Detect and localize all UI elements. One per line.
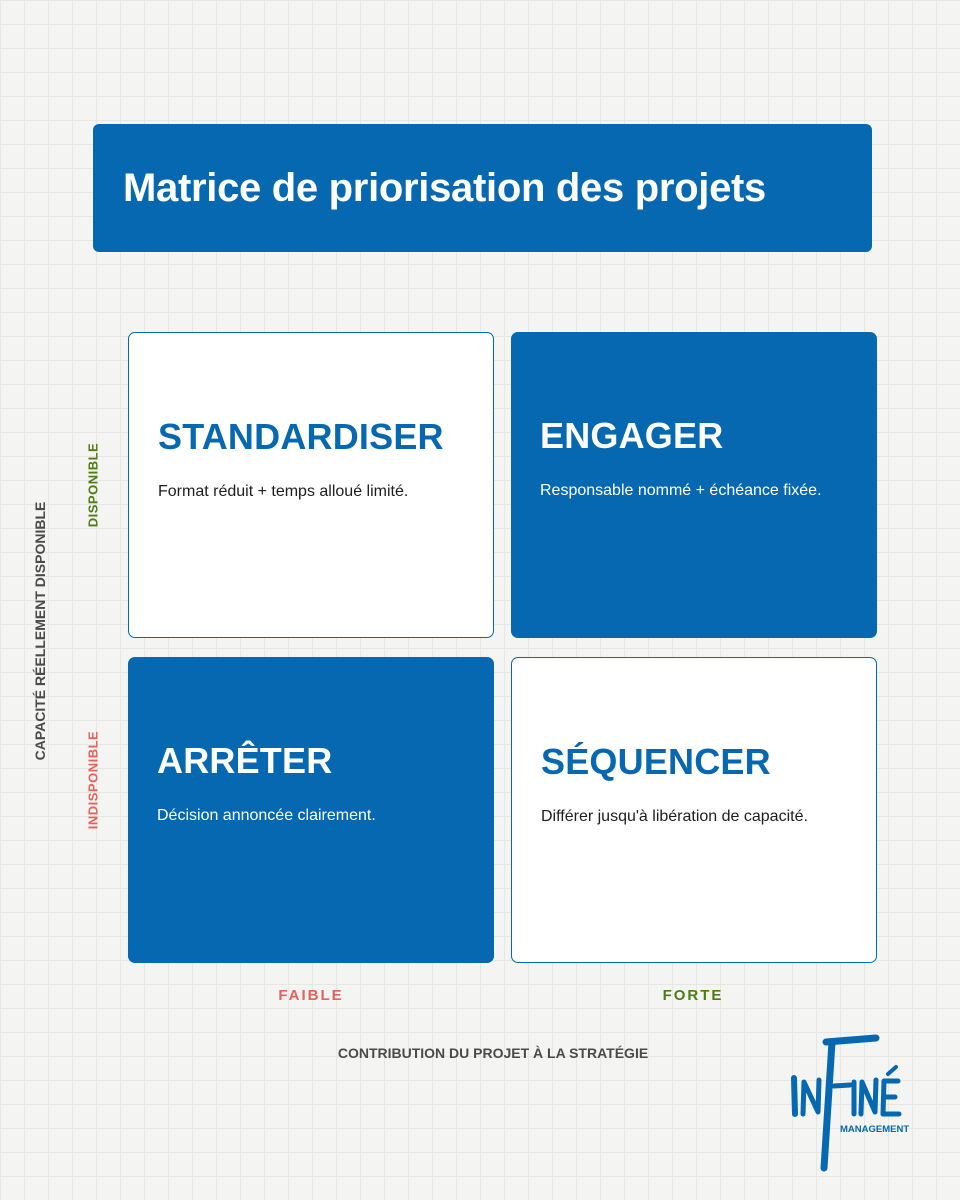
y-axis-title: CAPACITÉ RÉELLEMENT DISPONIBLE <box>32 501 48 761</box>
x-axis-low-label: FAIBLE <box>278 987 344 1004</box>
quadrant-heading: SÉQUENCER <box>541 741 771 782</box>
quadrant-sequencer <box>511 657 877 963</box>
quadrant-description: Responsable nommé + échéance fixée. <box>540 482 822 499</box>
y-axis-low-label: INDISPONIBLE <box>85 730 101 830</box>
quadrant-heading: STANDARDISER <box>158 416 444 457</box>
quadrant-standardiser <box>128 332 494 638</box>
quadrant-description: Décision annoncée clairement. <box>157 807 376 824</box>
quadrant-description: Format réduit + temps alloué limité. <box>158 483 409 500</box>
x-axis-high-label: FORTE <box>662 987 724 1004</box>
title-banner <box>93 124 872 252</box>
quadrant-heading: ARRÊTER <box>157 740 333 781</box>
svg-text:MANAGEMENT: MANAGEMENT <box>840 1124 910 1135</box>
x-axis-title: CONTRIBUTION DU PROJET À LA STRATÉGIE <box>337 1045 649 1061</box>
quadrant-description: Différer jusqu'à libération de capacité. <box>541 808 808 825</box>
infine-management-logo <box>788 1034 910 1174</box>
y-axis-high-label: DISPONIBLE <box>85 442 101 528</box>
page-title: Matrice de priorisation des projets <box>123 165 766 210</box>
quadrant-heading: ENGAGER <box>540 415 724 456</box>
quadrant-engager <box>511 332 877 638</box>
quadrant-arreter <box>128 657 494 963</box>
